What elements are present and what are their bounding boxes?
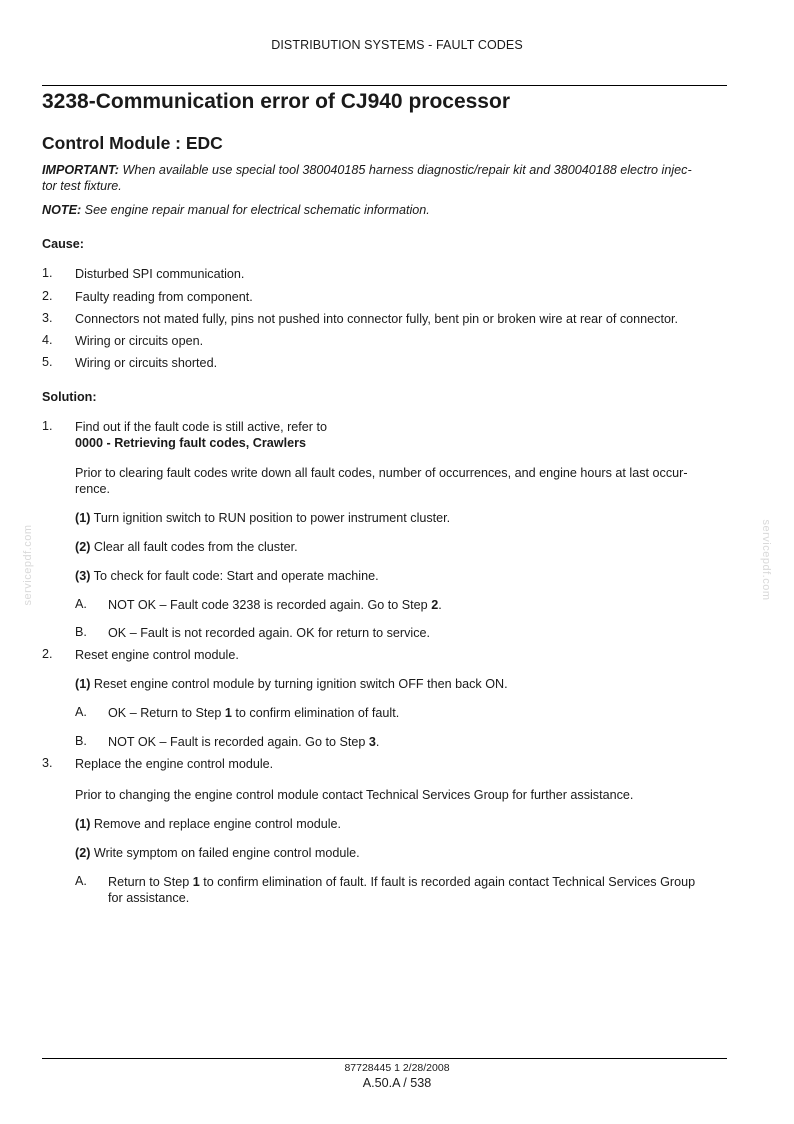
header-rule (42, 85, 727, 86)
substep-text: Turn ignition switch to RUN position to power instrument cluster. (90, 511, 451, 525)
step-3-substep-1 (75, 816, 735, 832)
substep-label: (2) (75, 846, 91, 860)
step-1-substep-2 (75, 539, 735, 555)
step-1-substep-3 (75, 568, 735, 584)
option-text: NOT OK – Fault code 3238 is recorded again. Go to Step (108, 598, 432, 612)
important-label: IMPORTANT: (42, 163, 119, 177)
substep-label: (2) (75, 540, 91, 554)
schematic-note (42, 202, 732, 218)
note-label: NOTE: (42, 203, 82, 217)
page-title: 3238-Communication error of CJ940 processor (42, 90, 510, 113)
option-letter: A. (75, 705, 87, 719)
step-number: 3. (42, 756, 53, 770)
important-text-line-2: tor test fixture. (42, 179, 122, 193)
option-letter: B. (75, 625, 87, 639)
note-text: See engine repair manual for electrical schematic information. (81, 203, 430, 217)
prior-line-2: rence. (75, 482, 111, 496)
cause-text: Wiring or circuits open. (75, 334, 204, 348)
option-text-end: . (438, 598, 442, 612)
step-2-option-a (108, 705, 733, 721)
substep-text: Clear all fault codes from the cluster. (90, 540, 298, 554)
watermark-left: servicepdf.com (22, 524, 34, 606)
cause-text: Connectors not mated fully, pins not pushed into connector fully, bent pin or broken wire at rear of connector. (75, 312, 678, 326)
running-header: DISTRIBUTION SYSTEMS - FAULT CODES (271, 38, 523, 52)
step-2-option-b (108, 734, 733, 750)
step-reference: 1 (192, 875, 200, 889)
step-1-text: Find out if the fault code is still active, refer to (75, 420, 327, 434)
substep-label: (1) (75, 511, 91, 525)
cause-number: 1. (42, 266, 53, 280)
option-text-end-line-2: for assistance. (108, 891, 190, 905)
step-1-reference-link[interactable]: 0000 - Retrieving fault codes, Crawlers (75, 436, 306, 450)
step-1-substep-1 (75, 510, 735, 526)
step-1-prior-note (75, 465, 735, 497)
option-text-end: to confirm elimination of fault. (231, 706, 400, 720)
step-3-substep-2 (75, 845, 735, 861)
substep-text: Reset engine control module by turning ignition switch OFF then back ON. (90, 677, 508, 691)
cause-number: 2. (42, 289, 53, 303)
cause-text: Wiring or circuits shorted. (75, 356, 218, 370)
substep-label: (1) (75, 677, 91, 691)
cause-text: Disturbed SPI communication. (75, 267, 245, 281)
step-2-substep-1 (75, 676, 735, 692)
option-text: Return to Step (108, 875, 193, 889)
solution-heading: Solution: (42, 390, 97, 404)
important-text-line-1: When available use special tool 380040185 harness diagnostic/repair kit and 380040188 electro injec- (118, 163, 692, 177)
section-subtitle: Control Module : EDC (42, 133, 223, 153)
substep-text: To check for fault code: Start and operate machine. (90, 569, 379, 583)
substep-text: Remove and replace engine control module. (90, 817, 342, 831)
option-letter: A. (75, 597, 87, 611)
cause-number: 3. (42, 311, 53, 325)
option-text: NOT OK – Fault is recorded again. Go to Step (108, 735, 369, 749)
prior-line-1: Prior to clearing fault codes write down all fault codes, number of occurrences, and engine hours at last occur- (75, 466, 688, 480)
step-number: 2. (42, 647, 53, 661)
step-2-text: Reset engine control module. (75, 648, 239, 662)
substep-text: Write symptom on failed engine control module. (90, 846, 360, 860)
step-reference: 1 (224, 706, 232, 720)
watermark-right: servicepdf.com (760, 519, 772, 601)
cause-heading: Cause: (42, 237, 84, 251)
substep-label: (3) (75, 569, 91, 583)
footer-doc-id: 87728445 1 2/28/2008 (344, 1062, 450, 1074)
step-reference: 3 (368, 735, 376, 749)
step-3-prior-note: Prior to changing the engine control module contact Technical Services Group for further assistance. (75, 788, 634, 802)
cause-number: 4. (42, 333, 53, 347)
cause-text: Faulty reading from component. (75, 290, 253, 304)
step-reference: 2 (431, 598, 439, 612)
option-text-end-line-1: to confirm elimination of fault. If fault is recorded again contact Technical Services Group (199, 875, 696, 889)
option-letter: B. (75, 734, 87, 748)
important-note (42, 162, 732, 194)
cause-number: 5. (42, 355, 53, 369)
step-1-option-b: OK – Fault is not recorded again. OK for return to service. (108, 626, 430, 640)
footer-rule (42, 1058, 727, 1059)
step-1-option-a (108, 597, 733, 613)
step-number: 1. (42, 419, 53, 433)
option-text-end: . (375, 735, 380, 749)
option-letter: A. (75, 874, 87, 888)
step-3-option-a (108, 874, 733, 906)
option-text: OK – Return to Step (108, 706, 225, 720)
step-3-text: Replace the engine control module. (75, 757, 274, 771)
page-number: A.50.A / 538 (362, 1076, 432, 1090)
substep-label: (1) (75, 817, 91, 831)
